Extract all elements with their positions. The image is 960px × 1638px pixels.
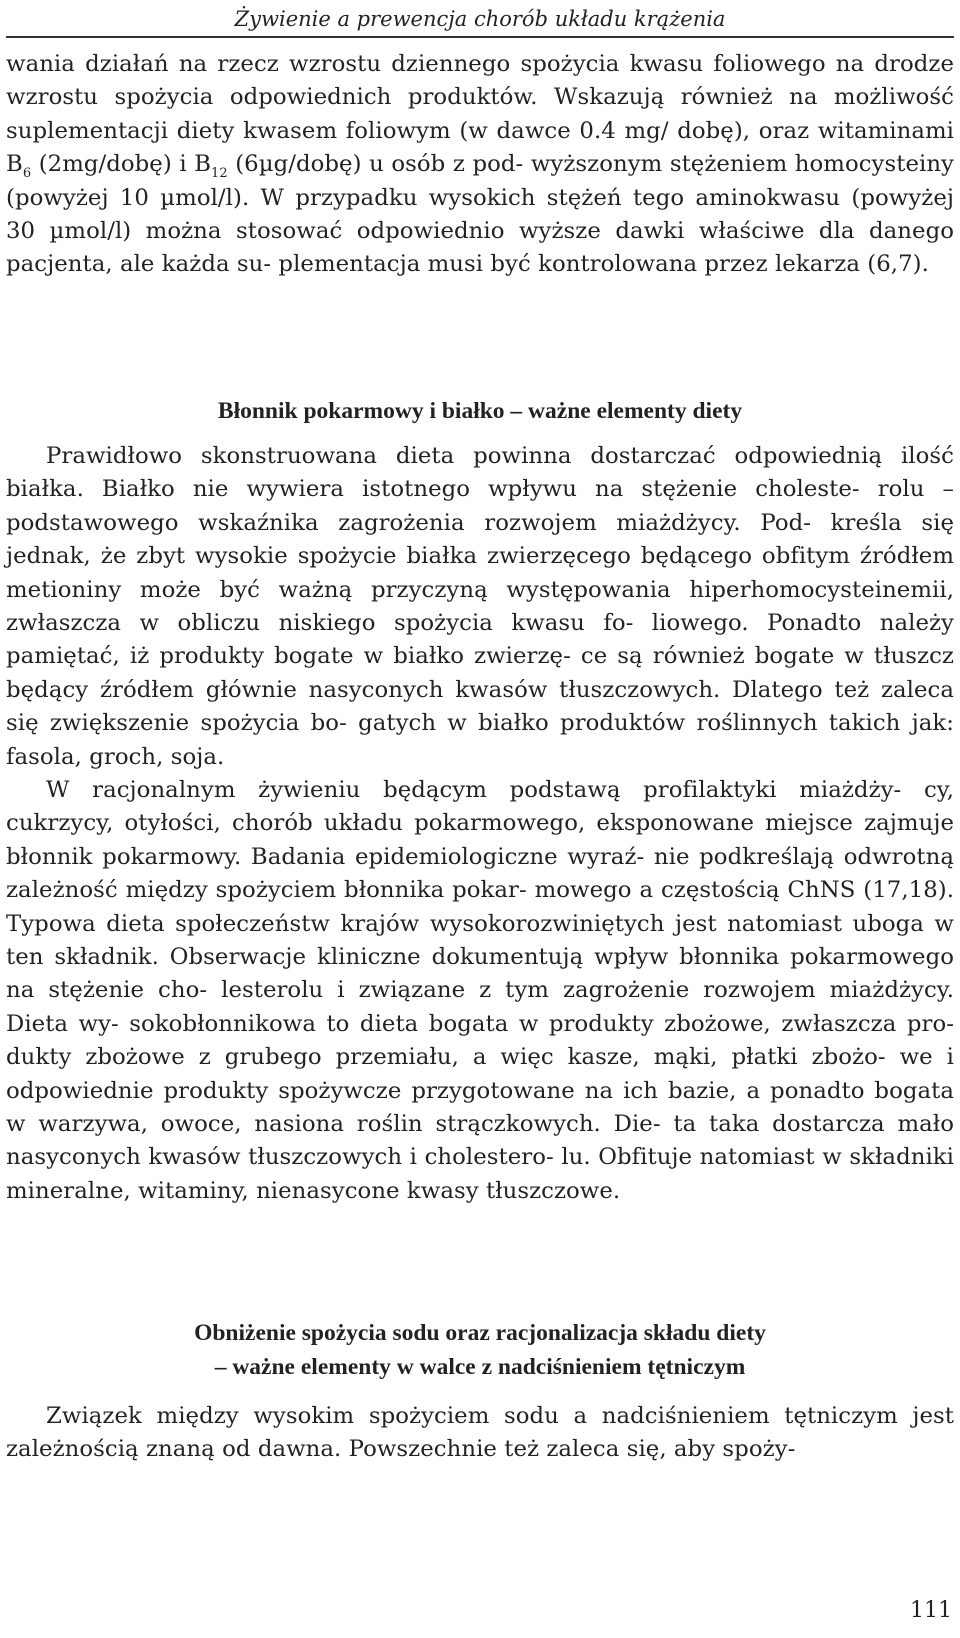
paragraph-text: (6µg/dobę) u osób z pod- wyższonym stężeniem homocysteiny (powyżej 10 µmol/l). W przypadku wysokich stężeń tego aminokwasu (powyżej 30 µmol/l) można stosować odpowiednio wyższe dawki właściwe dla danego pacjenta, ale każda su- plementacja musi być kontrolowana przez lekarza (6,7).: [6, 151, 954, 278]
header-rule: [6, 36, 954, 38]
section-heading-line: Obniżenie spożycia sodu oraz racjonalizacja składu diety: [194, 1320, 766, 1346]
section-heading-line: – ważne elementy w walce z nadciśnieniem tętniczym: [214, 1354, 746, 1380]
section-heading-sodium: [0, 1316, 960, 1384]
paragraph-folic-acid: [6, 48, 954, 282]
page-number: 111: [910, 1598, 952, 1623]
paragraph-text: (2mg/dobę) i B: [31, 151, 212, 178]
paragraph-text: wania działań na rzecz wzrostu dziennego spożycia kwasu foliowego na drodze wzrostu spożycia odpowiednich produktów. Wskazują również na możliwość suplementacji diety kwasem foliowym (w dawce 0.4 mg/ dobę), oraz witaminami B: [6, 51, 954, 178]
section-heading-fiber-protein: Błonnik pokarmowy i białko – ważne elementy diety: [217, 398, 743, 424]
subscript-12: 12: [211, 166, 228, 182]
paragraph-protein: Prawidłowo skonstruowana dieta powinna dostarczać odpowiednią ilość białka. Białko nie wywiera istotnego wpływu na stężenie choleste- rolu – podstawowego wskaźnika zagrożenia rozwojem miażdżycy. Pod- kreśla się jednak, że zbyt wysokie spożycie białka zwierzęcego będącego obfitym źródłem metioniny może być ważną przyczyną występowania hiperhomocysteinemii, zwłaszcza w obliczu niskiego spożycia kwasu fo- liowego. Ponadto należy pamiętać, iż produkty bogate w białko zwierzę- ce są również bogate w tłuszcz będący źródłem głównie nasyconych kwasów tłuszczowych. Dlatego też zaleca się zwiększenie spożycia bo- gatych w białko produktów roślinnych takich jak: fasola, groch, soja.: [6, 443, 954, 770]
subscript-6: 6: [22, 166, 32, 182]
paragraph-sodium: Związek między wysokim spożyciem sodu a nadciśnieniem tętniczym jest zależnością znaną od dawna. Powszechnie też zaleca się, aby spoży-: [6, 1403, 954, 1463]
running-head: Żywienie a prewencja chorób układu krążenia: [234, 7, 726, 31]
paragraph-fiber: W racjonalnym żywieniu będącym podstawą profilaktyki miażdży- cy, cukrzycy, otyłości, chorób układu pokarmowego, eksponowane miejsce zajmuje błonnik pokarmowy. Badania epidemiologiczne wyraź- nie podkreślają odwrotną zależność między spożyciem błonnika pokar- mowego a częstością ChNS (17,18). Typowa dieta społeczeństw krajów wysokorozwiniętych jest natomiast uboga w ten składnik. Obserwacje kliniczne dokumentują wpływ błonnika pokarmowego na stężenie cho- lesterolu i związane z tym zagrożenie rozwojem miażdżycy. Dieta wy- sokobłonnikowa to dieta bogata w produkty zbożowe, zwłaszcza pro- dukty zbożowe z grubego przemiału, a więc kasze, mąki, płatki zbożo- we i odpowiednie produkty spożywcze przygotowane na ich bazie, a ponadto bogata w warzywa, owoce, nasiona roślin strączkowych. Die- ta taka dostarcza mało nasyconych kwasów tłuszczowych i cholestero- lu. Obfituje natomiast w składniki mineralne, witaminy, nienasycone kwasy tłuszczowe.: [6, 777, 954, 1204]
